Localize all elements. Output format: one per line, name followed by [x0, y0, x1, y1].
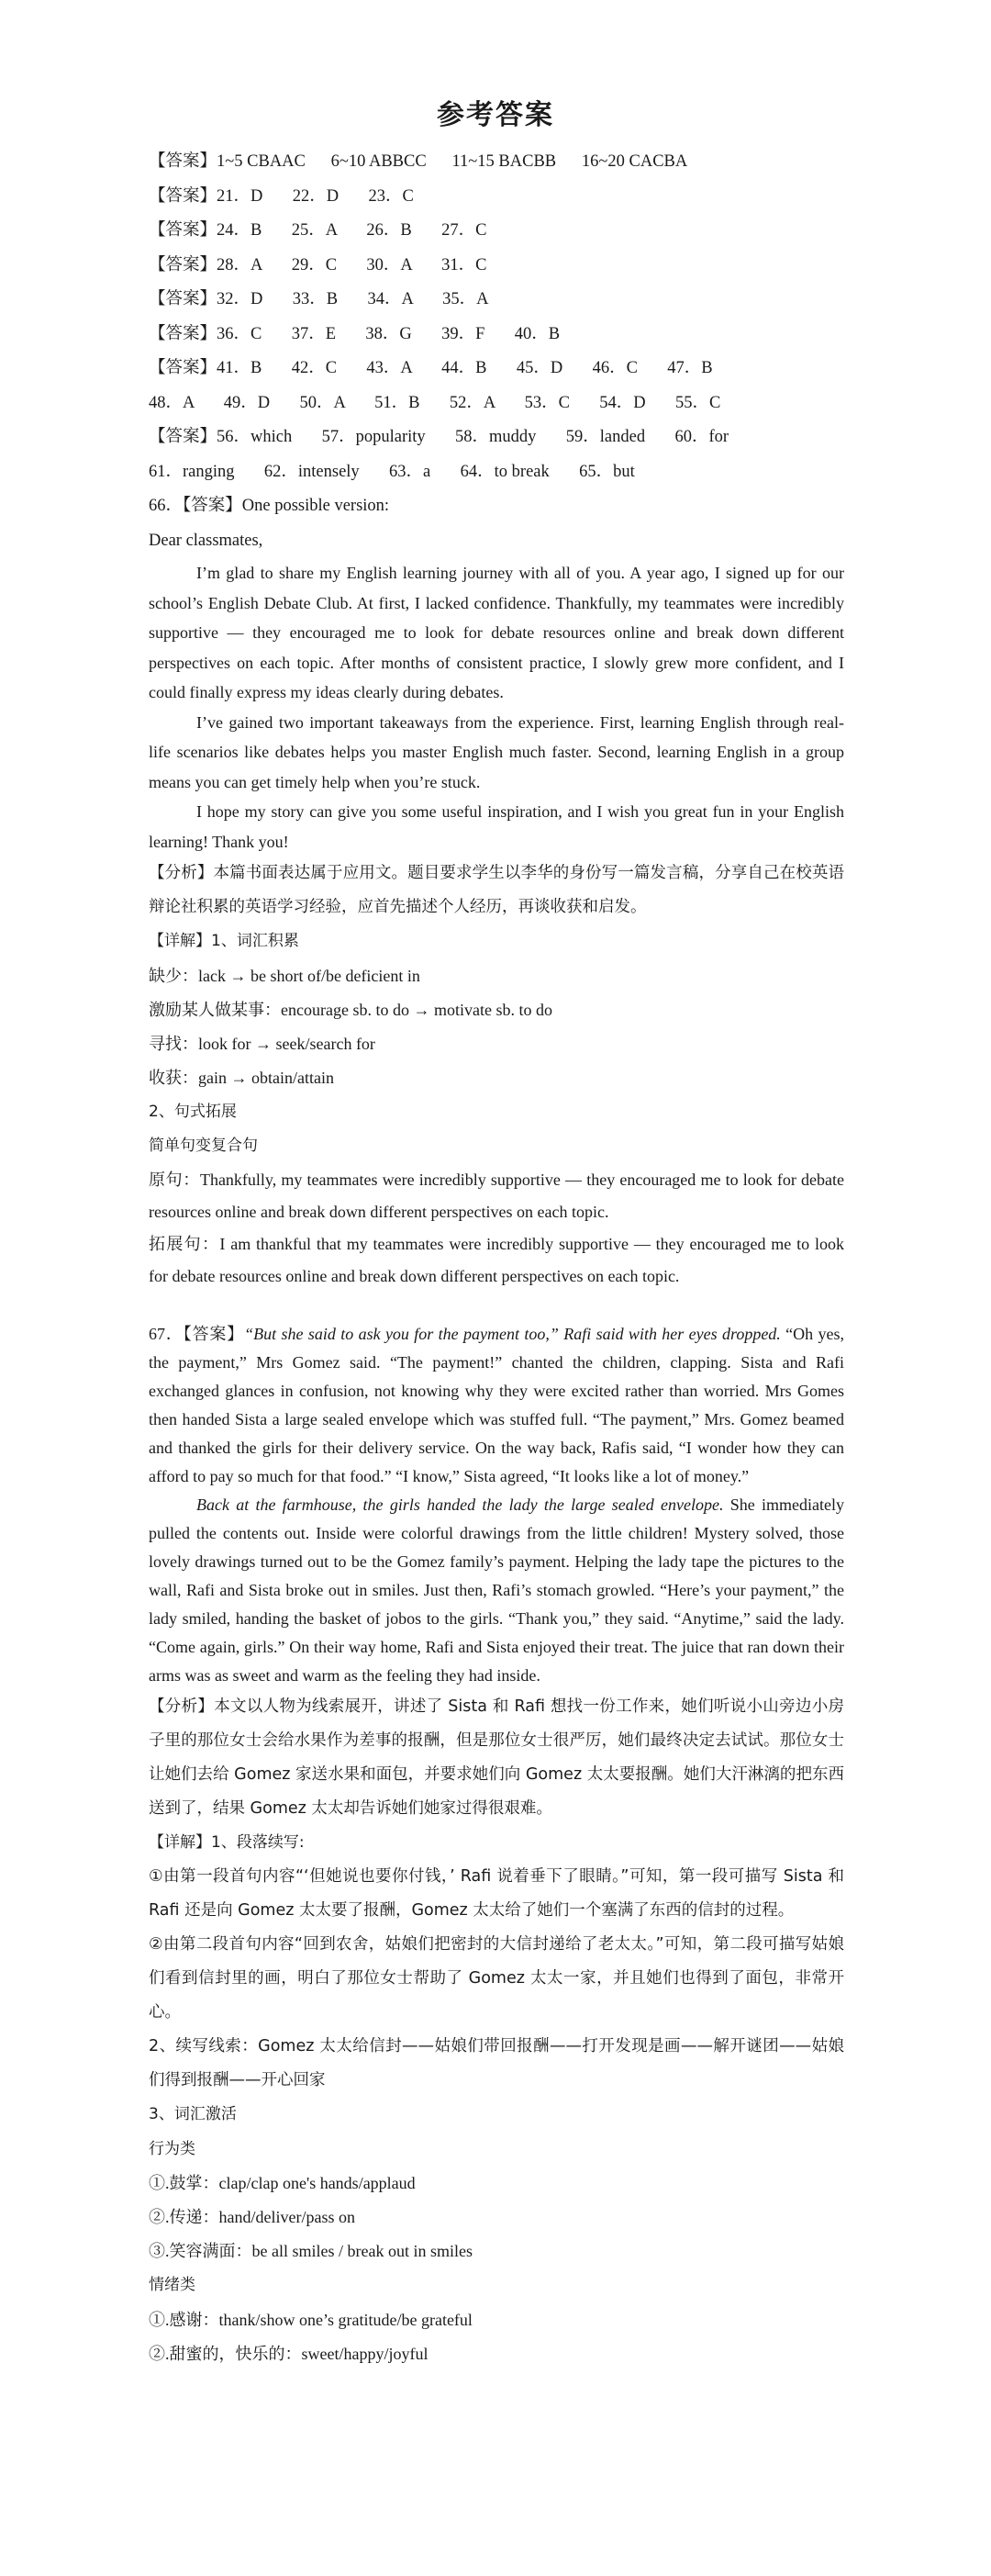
q67-detail-2: ②由第二段首句内容“回到农舍，姑娘们把密封的大信封递给了老太太。”可知，第二段可描写姑娘们看到信封里的画，明白了那位女士帮助了 Gomez 太太一家，并且她们也得到了面包，非常开心。 — [149, 1935, 844, 2022]
content-column — [149, 145, 844, 2371]
q67-second-line: Back at the farmhouse, the girls handed the lady the large sealed envelope. — [196, 1495, 724, 1514]
q67-paragraph-1-text: “Oh yes, the payment,” Mrs Gomez said. “The payment!” chanted the children, clapping. Sista and Rafi exchanged glances in confusion, not knowing why they were excited rather than worried. Mrs Gomes then handed Sista a large sealed envelope which was stuffed full. “The payment,” Mrs. Gomez beamed and thanked the girls for their delivery service. On the way back, Rafis said, “I wonder how they can afford to pay so much for that food.” “I know,” Sista agreed, “It looks like a lot of money.” — [149, 1324, 845, 1485]
q67-paragraph-1 — [149, 1320, 844, 1491]
q67-first-line: “But she said to ask you for the payment too,” Rafi said with her eyes dropped. — [244, 1324, 781, 1343]
answer-line: 【答案】21．D 22．D 23．C — [149, 186, 414, 206]
q67-detail-1: ①由第一段首句内容“‘但她说也要你付钱，’ Rafi 说着垂下了眼睛。”可知，第一段可描写 Sista 和 Rafi 还是向 Gomez 太太要了报酬，Gomez 太太给了她们一个塞满了东西的信封的过程。 — [149, 1867, 844, 1920]
q66-paragraph-1: I’m glad to share my English learning journey with all of you. A year ago, I signed up for our school’s English Debate Club. At first, I lacked confidence. Thankfully, my teammates were incredibly supportive — they encouraged me to look for debate resources online and break down different perspectives on each topic. After months of consistent practice, I slowly grew more confident, and I could finally express my ideas clearly during debates. — [149, 564, 844, 701]
q66-original-sentence: 原句：Thankfully, my teammates were incredibly supportive — they encouraged me to look for debate resources online and break down different perspectives on each topic. — [149, 1170, 844, 1221]
q66-sentence-heading: 2、句式拓展 — [149, 1102, 237, 1121]
q67-category-actions: 行为类 — [149, 2139, 195, 2158]
answer-line: 【答案】24．B 25．A 26．B 27．C — [149, 221, 487, 240]
answer-line: 【答案】1~5 CBAAC 6~10 ABBCC 11~15 BACBB 16~20 CACBA — [149, 152, 688, 171]
q66-vocab-2: 激励某人做某事：encourage sb. to do → motivate sb. to do — [149, 1000, 552, 1019]
q66-sentence-sub: 简单句变复合句 — [149, 1137, 258, 1155]
q66-detail-heading: 【详解】1、词汇积累 — [149, 932, 299, 950]
q67-vocab-heading: 3、词汇激活 — [149, 2105, 237, 2123]
answer-line: 【答案】56．which 57．popularity 58．muddy 59．landed 60．for — [149, 428, 729, 446]
q66-vocab-1: 缺少：lack → be short of/be deficient in — [149, 966, 420, 985]
q66-vocab-3: 寻找：look for → seek/search for — [149, 1034, 375, 1053]
q67-paragraph-2 — [149, 1491, 844, 1690]
q67-emotion-1: ①.感谢：thank/show one’s gratitude/be grateful — [149, 2310, 473, 2329]
answer-line: 【答案】28．A 29．C 30．A 31．C — [149, 255, 487, 274]
answer-lines — [149, 145, 844, 489]
q67-category-emotions: 情绪类 — [149, 2276, 195, 2294]
answer-line: 【答案】36．C 37．E 38．G 39．F 40．B — [149, 324, 561, 343]
q67-detail-heading: 【详解】1、段落续写: — [149, 1832, 305, 1852]
q66-vocab-4: 收获：gain → obtain/attain — [149, 1068, 334, 1087]
q67-paragraph-2-text: She immediately pulled the contents out. Inside were colorful drawings from the little children! Mystery solved, those lovely drawings turned out to be the Gomez family’s payment. Helping the lady tape the pictures to the wall, Rafi and Sista broke out in smiles. Just then, Rafi’s stomach growled. “Here’s your payment,” the lady smiled, handing the basket of jobos to the girls. “Thank you,” they said. “Anytime,” said the lady. “Come again, girls.” On their way home, Rafi and Sista enjoyed their treat. The juice that ran down their arms was as sweet and warm as the feeling they had inside. — [149, 1495, 844, 1685]
q67-clue: 2、续写线索：Gomez 太太给信封——姑娘们带回报酬——打开发现是画——解开谜团——姑娘们得到报酬——开心回家 — [149, 2037, 844, 2089]
answer-line: 【答案】41．B 42．C 43．A 44．B 45．D 46．C 47．B — [149, 359, 713, 377]
q67-analysis: 【分析】本文以人物为线索展开，讲述了 Sista 和 Rafi 想找一份工作来，她们听说小山旁边小房子里的那位女士会给水果作为差事的报酬，但是那位女士很严厉，她们最终决定去试试。那位女士让她们去给 Gomez 家送水果和面包，并要求她们向 Gomez 太太要报酬。她们大汗淋漓的把东西送到了，结果 Gomez 太太却告诉她们她家过得很艰难。 — [149, 1697, 844, 1818]
q66-section — [149, 489, 844, 1293]
q66-expanded-sentence: 拓展句：I am thankful that my teammates were incredibly supportive — they encouraged me to look for debate resources online and break down different perspectives on each topic. — [149, 1234, 844, 1285]
answer-line: 61．ranging 62．intensely 63．a 64．to break 65．but — [149, 462, 635, 481]
q66-paragraph-2: I’ve gained two important takeaways from the experience. First, learning English through real-life scenarios like debates helps you master English much faster. Second, learning English in a group means you can get timely help when you’re stuck. — [149, 712, 844, 791]
answer-line: 【答案】32．D 33．B 34．A 35．A — [149, 290, 489, 308]
q66-salutation: Dear classmates, — [149, 531, 263, 550]
page-title: 参考答案 — [437, 99, 554, 131]
q66-analysis: 【分析】本篇书面表达属于应用文。题目要求学生以李华的身份写一篇发言稿，分享自己在校英语辩论社积累的英语学习经验，应首先描述个人经历，再谈收获和启发。 — [149, 864, 844, 916]
q67-action-2: ②.传递：hand/deliver/pass on — [149, 2208, 355, 2226]
q66-heading: 66．【答案】One possible version: — [149, 497, 390, 515]
answer-line: 48．A 49．D 50．A 51．B 52．A 53．C 54．D 55．C — [149, 393, 721, 412]
q67-section — [149, 1320, 844, 2371]
q67-action-1: ①.鼓掌：clap/clap one's hands/applaud — [149, 2174, 416, 2192]
q67-emotion-2: ②.甜蜜的，快乐的：sweet/happy/joyful — [149, 2344, 429, 2363]
q67-action-3: ③.笑容满面：be all smiles / break out in smiles — [149, 2242, 473, 2260]
q66-paragraph-3: I hope my story can give you some useful inspiration, and I wish you great fun in your English learning! Thank you! — [149, 802, 844, 851]
q67-label: 67．【答案】 — [149, 1324, 245, 1343]
